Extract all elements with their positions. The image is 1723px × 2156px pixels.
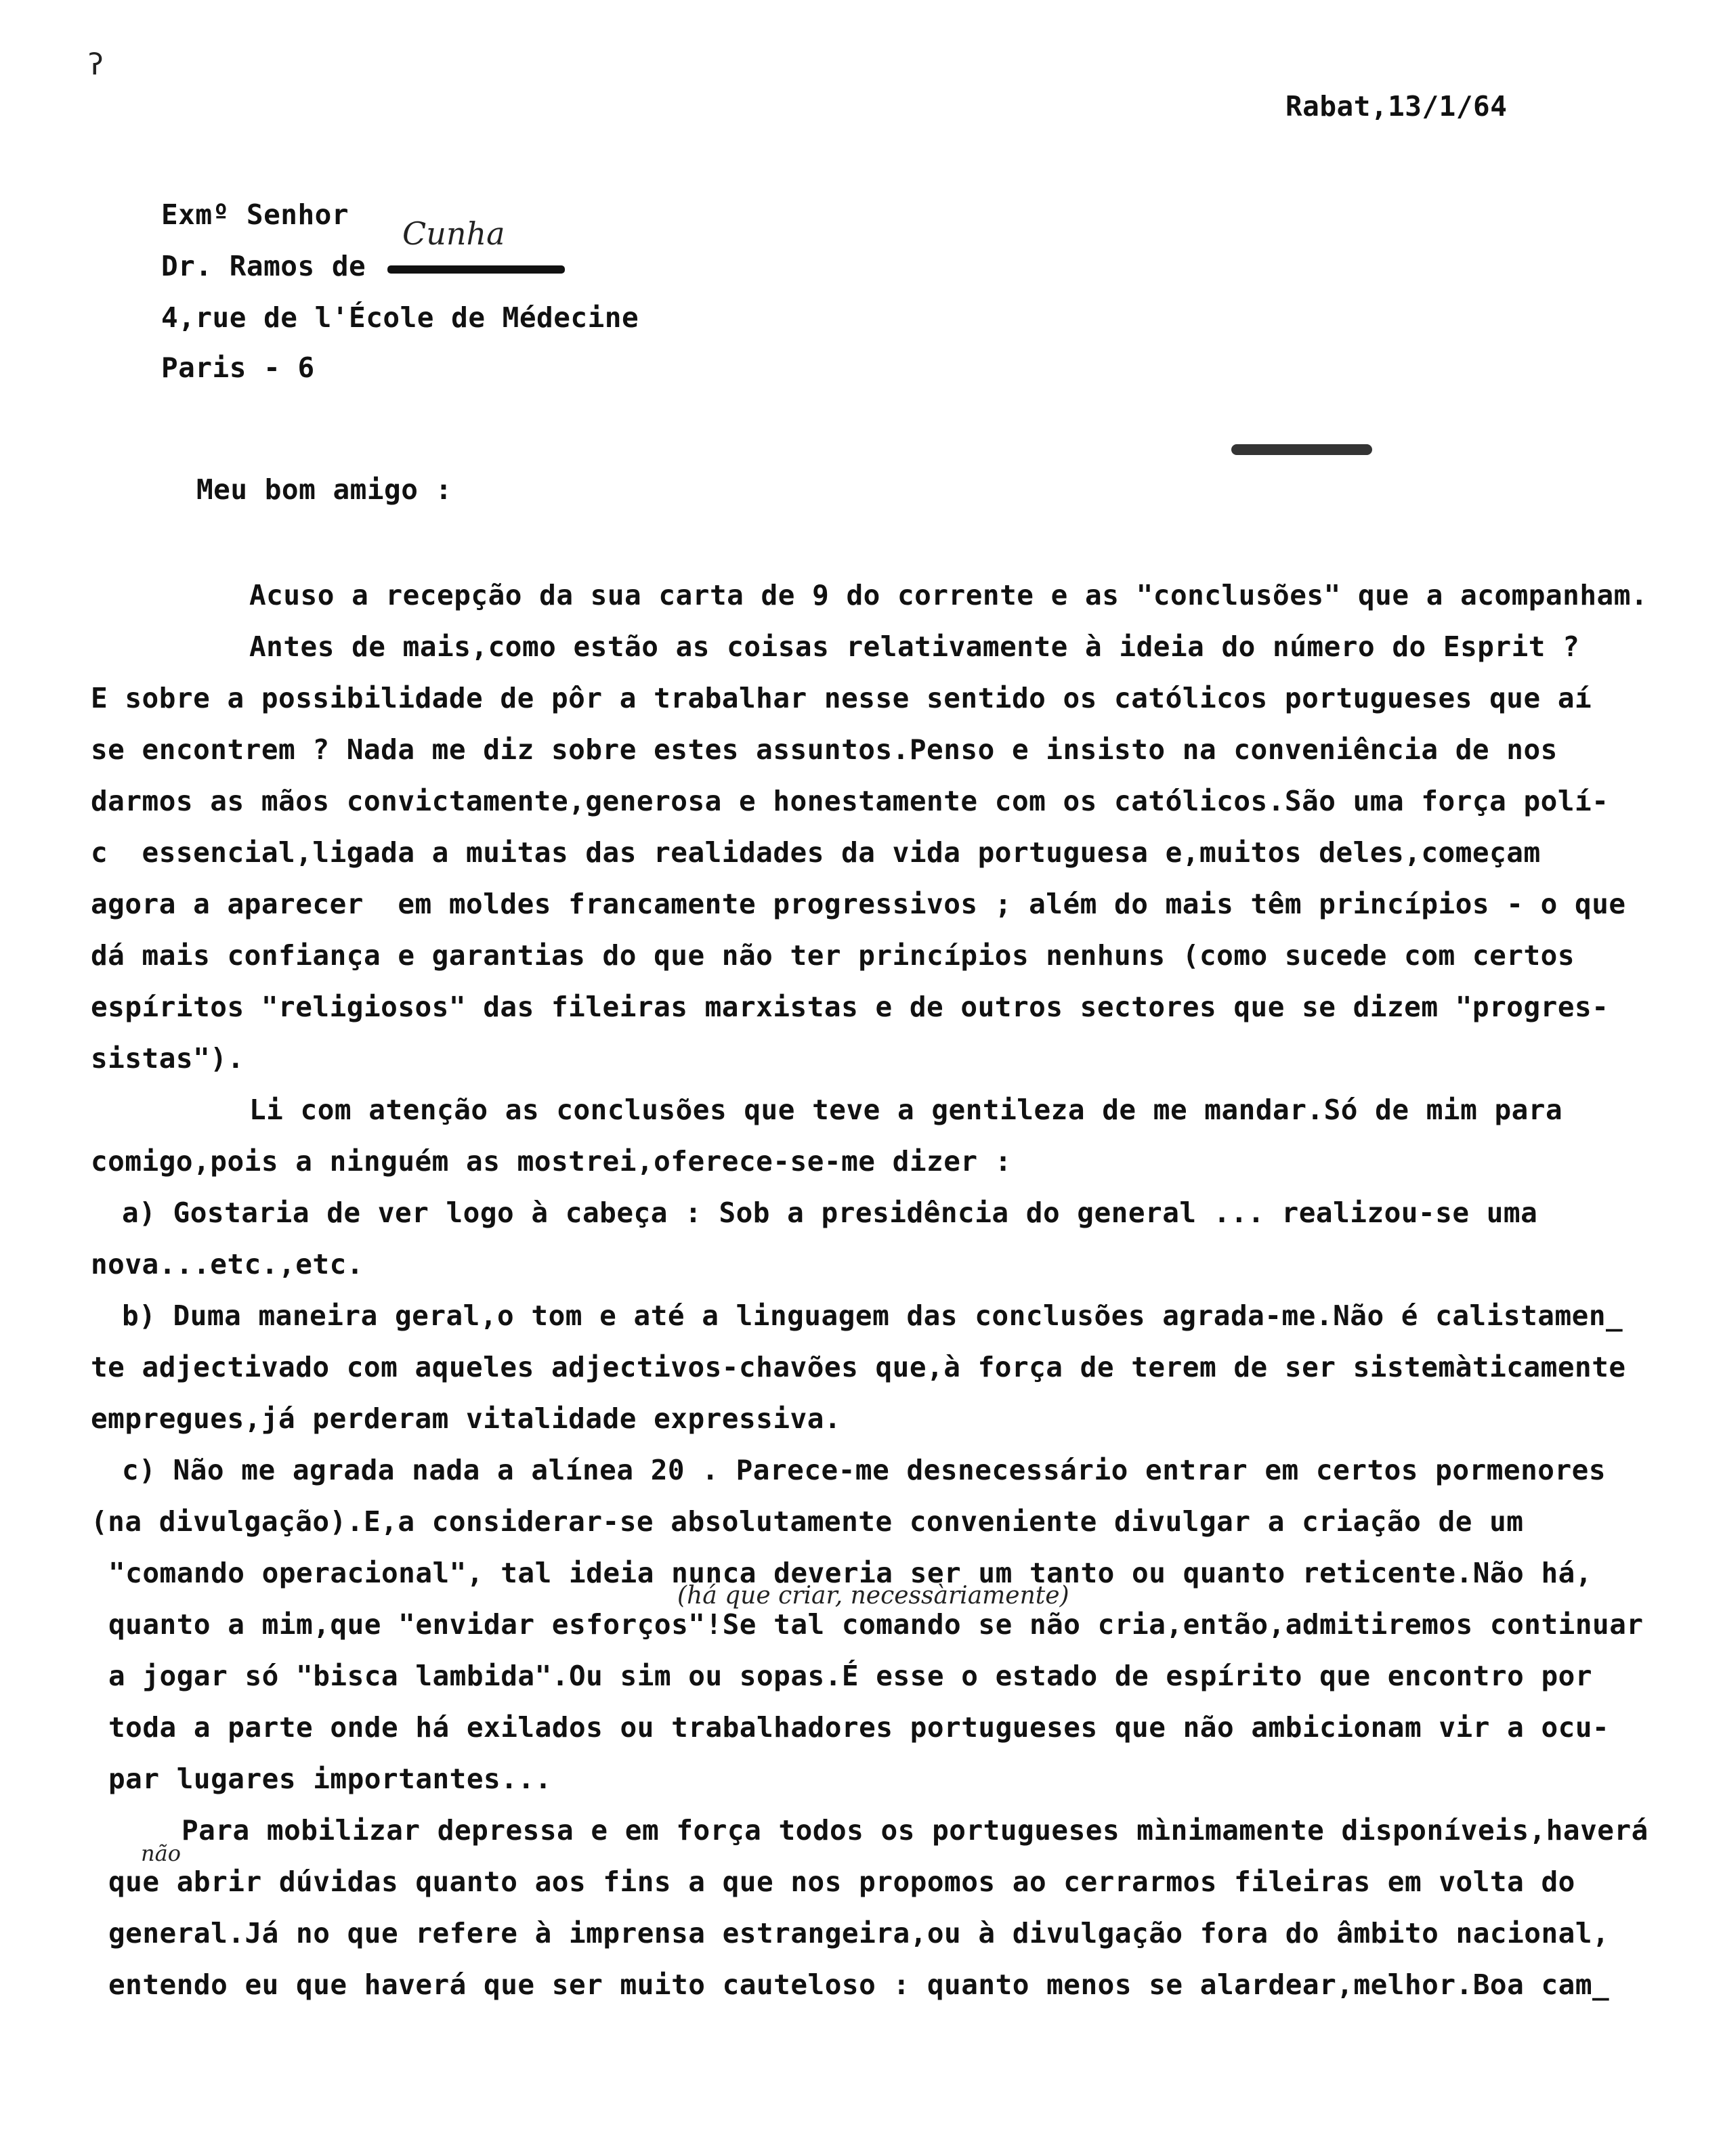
address-line-2: Dr. Ramos de bbox=[161, 250, 366, 282]
body-line-7: agora a aparecer em moldes francamente progressivos ; além do mais têm princípios - o que bbox=[91, 888, 1626, 920]
item-b-line-1: b) Duma maneira geral,o tom e até a linguagem das conclusões agrada-me.Não é calistamen_ bbox=[122, 1299, 1623, 1332]
item-c-line-7: par lugares importantes... bbox=[108, 1763, 552, 1795]
body-line-9: espíritos "religiosos" das fileiras marxistas e de outros sectores que se dizem "progres- bbox=[91, 991, 1609, 1023]
body-line-8: dá mais confiança e garantias do que não ter princípios nenhuns (como sucede com certos bbox=[91, 939, 1575, 972]
item-c-line-6: toda a parte onde há exilados ou trabalhadores portugueses que não ambicionam vir a ocu- bbox=[108, 1711, 1610, 1744]
ink-smudge bbox=[1231, 444, 1372, 455]
body-line-4: se encontrem ? Nada me diz sobre estes assuntos.Penso e insisto na conveniência de nos bbox=[91, 733, 1558, 766]
item-a-line-2: nova...etc.,etc. bbox=[91, 1248, 364, 1280]
item-c-line-4: quanto a mim,que "envidar esforços"!Se tal comando se não cria,então,admitiremos continuar bbox=[108, 1608, 1644, 1641]
body-line-28: entendo eu que haverá que ser muito cauteloso : quanto menos se alardear,melhor.Boa cam_ bbox=[108, 1968, 1610, 2001]
item-c-line-1: c) Não me agrada nada a alínea 20 . Parece-me desnecessário entrar em certos pormenores bbox=[122, 1454, 1607, 1486]
body-line-26: que abrir dúvidas quanto aos fins a que nos propomos ao cerrarmos fileiras em volta do bbox=[108, 1866, 1575, 1898]
place-date: Rabat,13/1/64 bbox=[1285, 90, 1508, 123]
body-line-5: darmos as mãos convictamente,generosa e honestamente com os católicos.São uma força polí- bbox=[91, 785, 1609, 817]
body-line-10: sistas"). bbox=[91, 1042, 244, 1075]
salutation: Meu bom amigo : bbox=[196, 473, 452, 506]
body-line-3: E sobre a possibilidade de pôr a trabalhar nesse sentido os católicos portugueses que aí bbox=[91, 682, 1592, 714]
item-b-line-3: empregues,já perderam vitalidade expressiva. bbox=[91, 1402, 842, 1435]
body-line-12: comigo,pois a ninguém as mostrei,oferece-se-me dizer : bbox=[91, 1145, 1012, 1178]
redaction-scribble bbox=[387, 265, 565, 274]
item-c-line-5: a jogar só "bisca lambida".Ou sim ou sopas.É esse o estado de espírito que encontro por bbox=[108, 1660, 1593, 1692]
margin-mark: ʔ bbox=[87, 47, 105, 82]
handwritten-nao: não bbox=[141, 1840, 181, 1866]
handwritten-insert: (há que criar, necessàriamente) bbox=[677, 1582, 1069, 1610]
body-line-27: general.Já no que refere à imprensa estrangeira,ou à divulgação fora do âmbito nacional, bbox=[108, 1917, 1610, 1949]
item-c-line-3: "comando operacional", tal ideia nunca deveria ser um tanto ou quanto reticente.Não há, bbox=[108, 1557, 1593, 1589]
address-line-1: Exmº Senhor bbox=[161, 198, 349, 231]
handwritten-name: Cunha bbox=[402, 215, 505, 252]
item-c-line-2: (na divulgação).E,a considerar-se absolutamente conveniente divulgar a criação de um bbox=[91, 1505, 1524, 1538]
body-line-11: Li com atenção as conclusões que teve a gentileza de me mandar.Só de mim para bbox=[249, 1094, 1563, 1126]
item-b-line-2: te adjectivado com aqueles adjectivos-chavões que,à força de terem de ser sistemàticamente bbox=[91, 1351, 1626, 1383]
body-line-6: c essencial,ligada a muitas das realidades da vida portuguesa e,muitos deles,começam bbox=[91, 836, 1541, 869]
body-line-25: Para mobilizar depressa e em força todos os portugueses mìnimamente disponíveis,haverá bbox=[182, 1814, 1648, 1847]
item-a-line-1: a) Gostaria de ver logo à cabeça : Sob a presidência do general ... realizou-se uma bbox=[122, 1196, 1538, 1229]
body-line-1: Acuso a recepção da sua carta de 9 do corrente e as "conclusões" que a acompanham. bbox=[249, 579, 1648, 611]
address-line-3: 4,rue de l'École de Médecine bbox=[161, 301, 639, 334]
body-line-2: Antes de mais,como estão as coisas relativamente à ideia do número do Esprit ? bbox=[249, 630, 1580, 663]
address-line-4: Paris - 6 bbox=[161, 351, 315, 384]
